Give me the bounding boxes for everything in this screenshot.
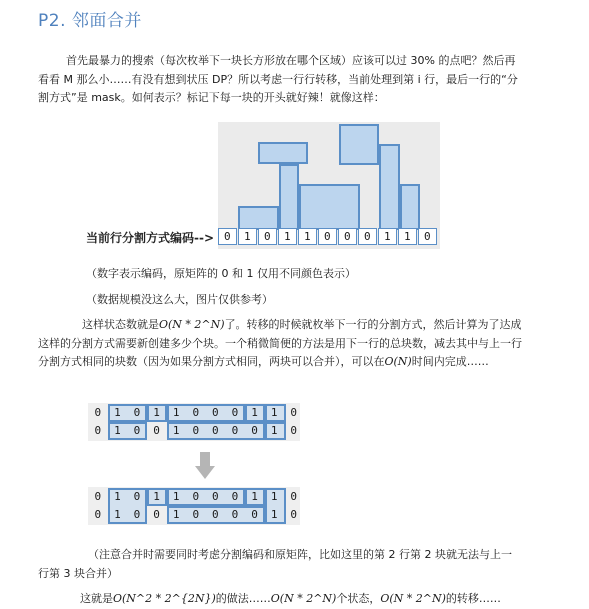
grid-cell: 1 [270,424,278,437]
grid-cell: 0 [94,508,102,521]
grid-cell: 0 [290,424,298,437]
grid-cell: 0 [192,424,200,437]
intro-paragraph: 首先最暴力的搜索（每次枚举下一块长方形放在哪个区域）应该可以过 30% 的点吧？然后再看看 M 那么小……有没有想到状压 DP？所以考虑一行行转移，当前处理到第 i 行，最后一行的“分割方式”是 mask。如何表示？标记下每一块的开头就好辣！就像这样： [38,54,518,104]
grid-cell: 0 [94,424,102,437]
grid-cell: 1 [172,490,180,503]
grid-cell: 1 [114,490,121,503]
text: 这就是 [80,592,113,605]
grid-cell: 0 [231,490,239,503]
block [279,164,299,230]
figure-caption-2: （数据规模没这么大，图片仅供参考） [86,293,273,306]
encoding-cell: 0 [318,228,337,245]
text: 的转移…… [445,592,501,605]
grid-row [88,404,304,422]
grid-cell: 0 [133,490,141,503]
grid-row [88,488,304,506]
grid-cell: 1 [172,424,180,437]
grid-cell: 0 [290,508,298,521]
encoding-cell: 1 [278,228,297,245]
grid-cell: 1 [114,424,121,437]
state-paragraph [38,316,522,372]
encoding-cell: 1 [298,228,317,245]
grid-cell: 0 [153,508,160,521]
grid-cell: 0 [231,508,239,521]
encoding-cell: 0 [258,228,277,245]
grid-row [88,506,304,524]
grid-row [88,422,304,440]
page-title: P2. 邻面合并 [38,11,142,31]
down-arrow-icon [195,452,215,480]
math: O(N * 2^N) [270,592,337,605]
grid-cell: 0 [212,490,219,503]
encoding-cell: 1 [238,228,257,245]
block [299,184,360,230]
text: 时间内完成…… [411,355,489,368]
grid-cell: 1 [270,406,278,419]
math: O(N * 2^N) [380,592,446,605]
grid-cell: 0 [251,508,258,521]
encoding-cell: 0 [218,228,237,245]
grid-cell: 1 [114,406,121,419]
grid-cell: 0 [290,490,298,503]
grid-cell: 1 [153,406,160,419]
grid-cell: 0 [212,508,219,521]
grid-cell: 1 [114,508,121,521]
encoding-cell: 1 [378,228,397,245]
grid-cell: 0 [212,424,219,437]
block [339,124,379,165]
grid-cell: 0 [290,406,298,419]
encoding-cell: 0 [418,228,437,245]
grid-cell: 0 [192,406,200,419]
grid-cell: 0 [251,424,258,437]
encoding-cell: 0 [338,228,357,245]
encoding-cell: 1 [398,228,417,245]
grid-cell: 1 [251,406,258,419]
grid-cell: 1 [251,490,258,503]
block [379,144,400,230]
grid-cell: 0 [192,508,200,521]
grid-cell: 1 [172,508,180,521]
math: O(N * 2^N) [159,318,225,331]
grid-cell: 0 [231,424,239,437]
encoding-cell: 0 [358,228,377,245]
math: O(N) [384,355,412,368]
grid-cell: 0 [94,490,102,503]
grid-cell: 0 [212,406,219,419]
text: 的做法…… [215,592,271,605]
grid-cell: 0 [133,406,141,419]
math: O(N^2 * 2^{2N}) [113,592,216,605]
complexity-line [80,590,540,609]
grid-cell: 1 [172,406,180,419]
grid-cell: 0 [231,406,239,419]
encoding-label: 当前行分割方式编码--> [86,231,215,245]
text: 了。转移的时候就枚举下一行的分割方式，然后计算为了达成这样的分割方式需要新创建多少个块。一个稍微简便的方法是用下一行的总块数，减去其中与上一行分割方式相同的块数（因为如果分割方式相同，两块可以合并），可以在 [38,318,522,368]
text: 这样状态数就是 [82,318,159,331]
grid-cell: 1 [270,508,278,521]
grid-cell: 0 [94,406,102,419]
grid-cell: 0 [192,490,200,503]
grid-cell: 0 [133,424,141,437]
merge-note: （注意合并时需要同时考虑分割编码和原矩阵，比如这里的第 2 行第 2 块就无法与上一行第 3 块合并） [38,548,512,580]
grid-cell: 1 [153,490,160,503]
block [238,206,279,230]
block [258,142,308,164]
grid-cell: 0 [133,508,141,521]
figure-caption-1: （数字表示编码，原矩阵的 0 和 1 仅用不同颜色表示） [86,267,356,280]
block [400,184,420,230]
grid-cell: 1 [270,490,278,503]
encoding-row [218,228,438,245]
merge-figure [88,403,300,525]
grid-cell: 0 [153,424,160,437]
text: 个状态， [336,592,381,605]
